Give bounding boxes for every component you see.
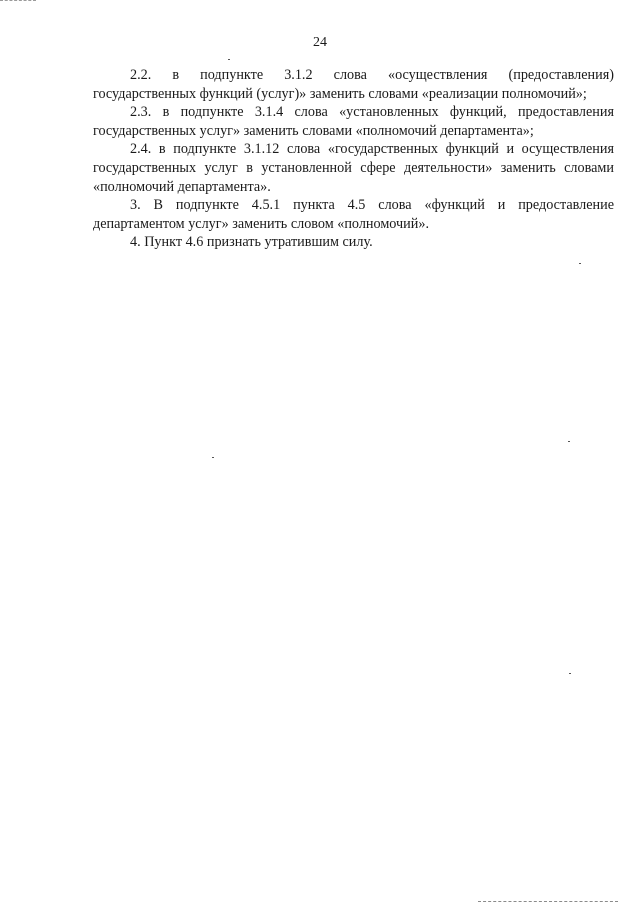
- paragraph-2-2: 2.2. в подпункте 3.1.2 слова «осуществления (предоставления) государственных функций (услуг)» заменить словами «реализации полномочий»;: [93, 67, 614, 102]
- paragraph-4: 4. Пункт 4.6 признать утратившим силу.: [130, 234, 373, 251]
- paragraph-2-3: 2.3. в подпункте 3.1.4 слова «установленных функций, предоставления государственных услуг» заменить словами «полномочий департамента»;: [93, 104, 614, 139]
- paragraph-3: 3. В подпункте 4.5.1 пункта 4.5 слова «функций и предоставление департаментом услуг» заменить словом «полномочий».: [93, 197, 614, 232]
- scan-speck: [568, 441, 570, 442]
- scan-speck: [212, 457, 214, 458]
- document-body: [93, 66, 614, 252]
- scan-speck: [569, 673, 571, 674]
- scan-edge-mark: [0, 0, 36, 1]
- page-number: 24: [313, 35, 327, 50]
- paragraph-2-4: 2.4. в подпункте 3.1.12 слова «государственных функций и осуществления государственных услуг в установленной сфере деятельности» заменить словами «полномочий департамента».: [93, 141, 614, 195]
- scan-speck: [579, 263, 581, 264]
- scan-speck: [228, 59, 230, 60]
- scan-edge-mark: [478, 901, 618, 902]
